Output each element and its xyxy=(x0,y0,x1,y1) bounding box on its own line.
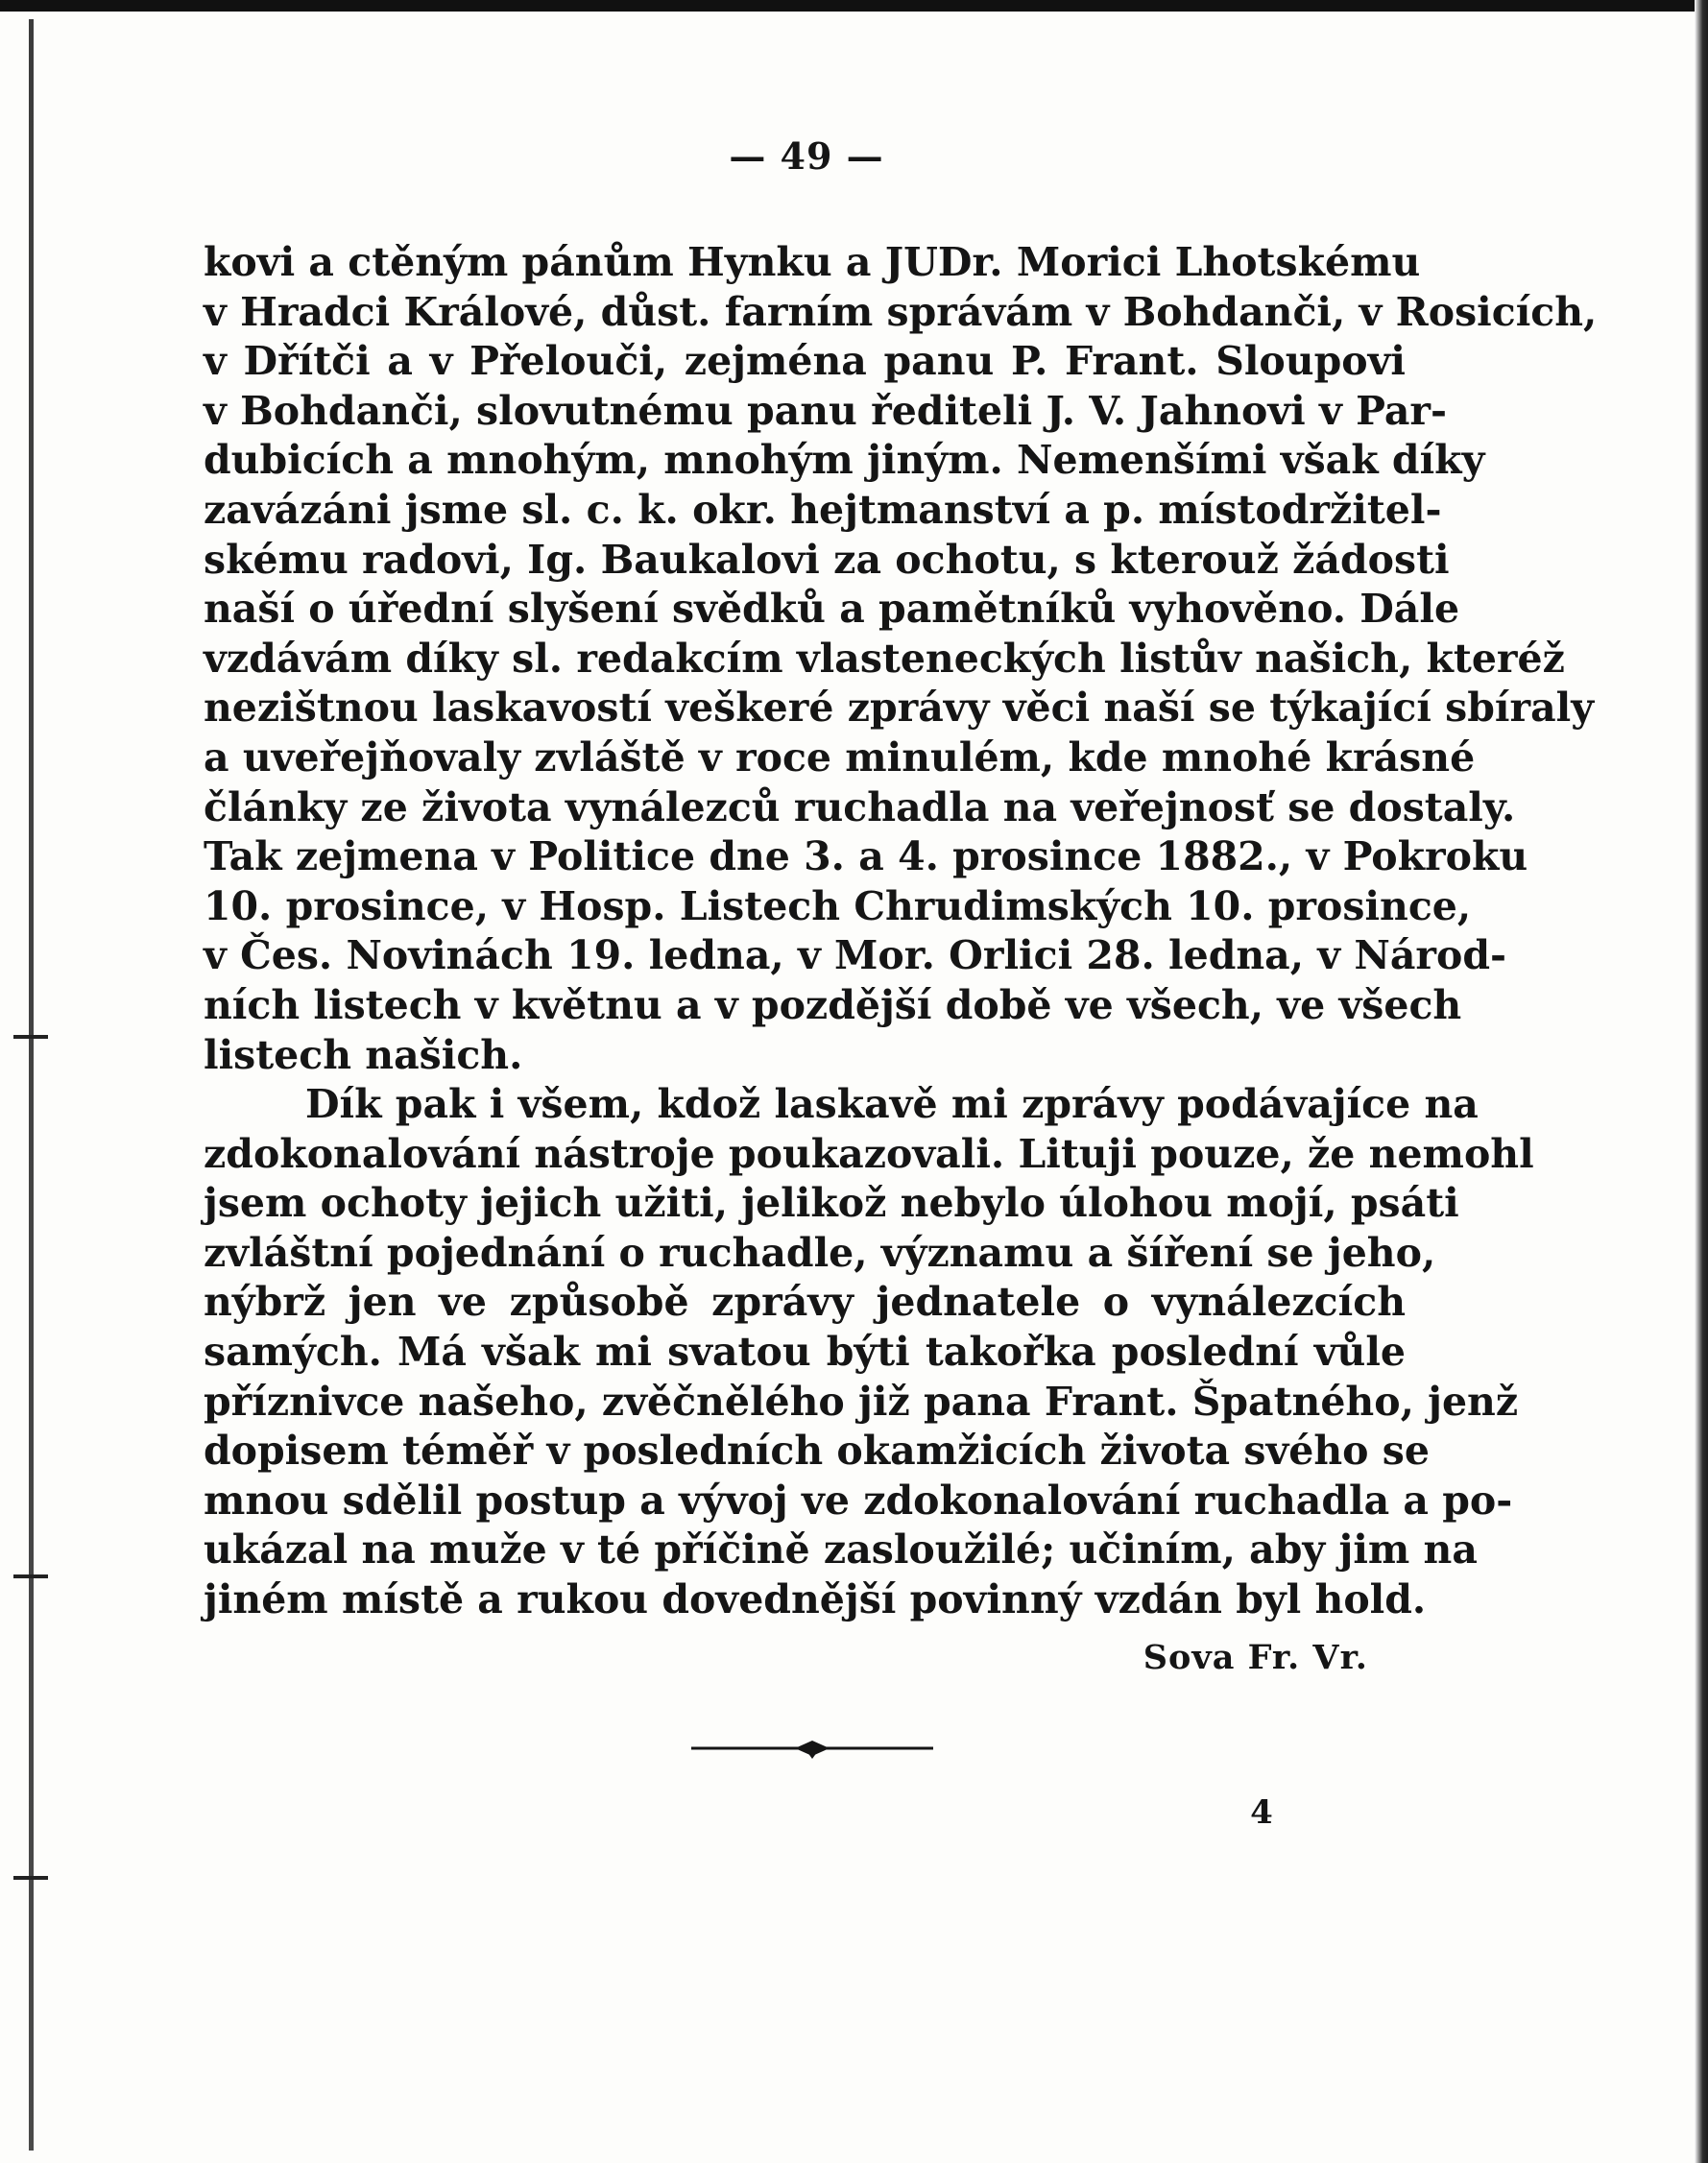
text-line: jiném místě a rukou dovednější povinný vzdán byl hold. xyxy=(204,1576,1427,1623)
scan-binding-rail xyxy=(29,19,34,2151)
scan-edge-right xyxy=(1695,0,1708,2163)
text-line: listech našich. xyxy=(204,1031,523,1078)
text-line: jsem ochoty jejich užiti, jelikož nebylo úlohou mojí, psáti xyxy=(204,1180,1459,1227)
page-header-number: — 49 — xyxy=(729,134,884,178)
sheet-number: 4 xyxy=(1250,1793,1273,1832)
text-line: skému radovi, Ig. Baukalovi za ochotu, s kterouž žádosti xyxy=(204,536,1450,583)
ornament-rule xyxy=(691,1736,933,1765)
text-line: v Bohdanči, slovutnému panu řediteli J. V. Jahnovi v Par- xyxy=(204,387,1448,434)
scan-edge-left xyxy=(13,0,48,2163)
text-line: ukázal na muže v té příčině zasloužilé; učiním, aby jim na xyxy=(204,1526,1478,1574)
scan-mark xyxy=(13,1876,48,1880)
text-line: v Dřítči a v Přelouči, zejména panu P. Frant. Sloupovi xyxy=(204,338,1406,385)
text-line: samých. Má však mi svatou býti takořka poslední vůle xyxy=(204,1329,1406,1376)
text-line: vzdávám díky sl. redakcím vlasteneckých listův našich, kteréž xyxy=(204,635,1565,682)
scan-mark xyxy=(13,1574,48,1578)
text-line: zdokonalování nástroje poukazovali. Lituji pouze, že nemohl xyxy=(204,1130,1534,1177)
text-line: v Čes. Novinách 19. ledna, v Mor. Orlici 28. ledna, v Národ- xyxy=(204,932,1507,979)
text-line: a uveřejňovaly zvláště v roce minulém, kde mnohé krásné xyxy=(204,733,1476,781)
text-line: Dík pak i všem, kdož laskavě mi zprávy podávajíce na xyxy=(305,1081,1479,1128)
text-line: nýbrž jen ve způsobě zprávy jednatele o vynálezcích xyxy=(204,1279,1406,1326)
text-line: v Hradci Králové, důst. farním správám v Bohdanči, v Rosicích, xyxy=(204,288,1598,335)
text-line: dopisem téměř v posledních okamžicích života svého se xyxy=(204,1428,1430,1475)
text-line: naší o úřední slyšení svědků a pamětníků vyhověno. Dále xyxy=(204,586,1460,633)
text-line: dubicích a mnohým, mnohým jiným. Nemenšími však díky xyxy=(204,437,1485,484)
text-line: zavázáni jsme sl. c. k. okr. hejtmanství a p. místodržitel- xyxy=(204,486,1442,533)
scan-edge-top xyxy=(0,0,1708,12)
text-line: příznivce našeho, zvěčnělého již pana Frant. Špatného, jenž xyxy=(204,1378,1519,1425)
text-line: kovi a ctěným pánům Hynku a JUDr. Morici Lhotskému xyxy=(204,239,1421,285)
text-line: mnou sdělil postup a vývoj ve zdokonalování ruchadla a po- xyxy=(204,1477,1513,1524)
text-line: Tak zejmena v Politice dne 3. a 4. prosince 1882., v Pokroku xyxy=(204,833,1528,880)
signature: Sova Fr. Vr. xyxy=(1143,1638,1368,1677)
text-line: ních listech v květnu a v pozdější době ve všech, ve všech xyxy=(204,981,1462,1028)
text-line: 10. prosince, v Hosp. Listech Chrudimských 10. prosince, xyxy=(204,882,1472,929)
scan-mark xyxy=(13,1035,48,1039)
text-line: zvláštní pojednání o ruchadle, významu a šíření se jeho, xyxy=(204,1229,1436,1276)
text-line: nezištnou laskavostí veškeré zprávy věci naší se týkající sbíraly xyxy=(204,685,1595,732)
text-line: články ze života vynálezců ruchadla na veřejnosť se dostaly. xyxy=(204,783,1516,830)
body-text xyxy=(204,238,1598,1625)
